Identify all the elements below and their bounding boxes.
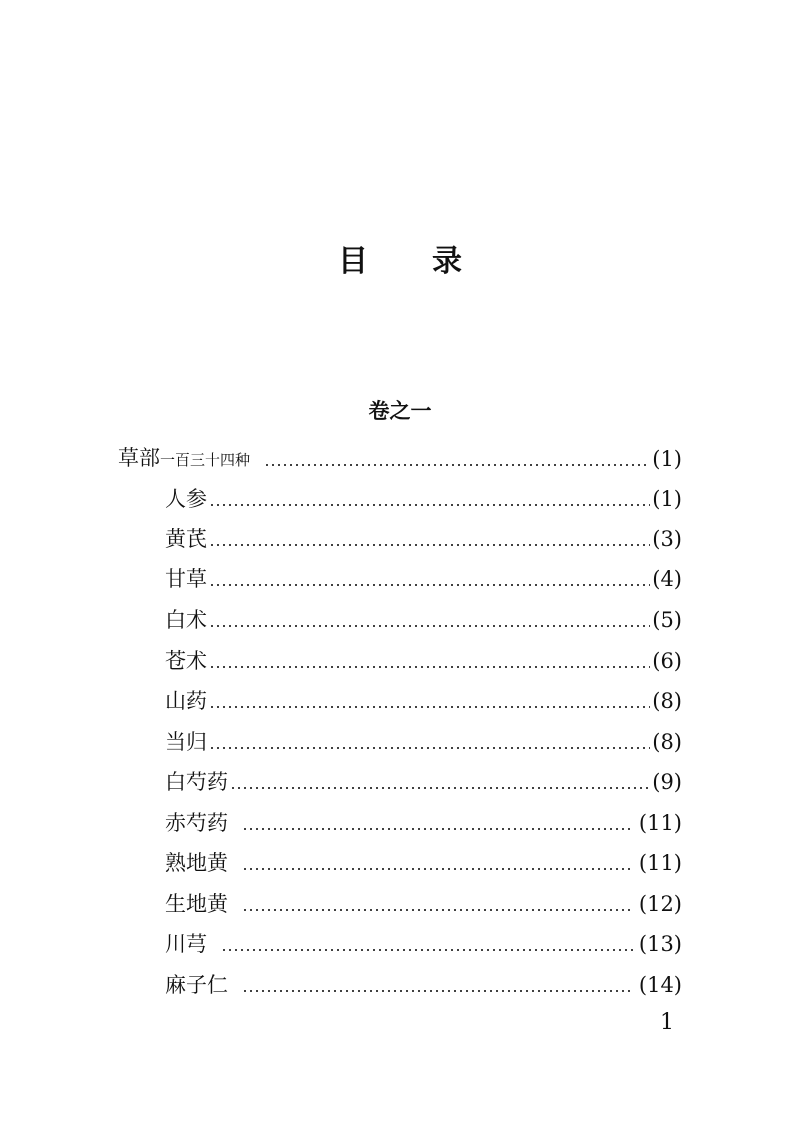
toc-page-ref: (1)	[652, 487, 682, 511]
toc-entry-label: 人参	[165, 487, 207, 511]
toc-entry[interactable]	[165, 686, 682, 716]
dot-leader	[221, 929, 633, 959]
dot-leader	[242, 848, 633, 878]
toc-section-row[interactable]	[118, 444, 682, 474]
toc-entry[interactable]	[165, 564, 682, 594]
toc-entry-label: 当归	[165, 730, 207, 754]
title-char-1: 目	[338, 244, 368, 279]
toc-entry-label: 山药	[165, 689, 207, 713]
toc-entry[interactable]	[165, 848, 682, 878]
toc-entry-label: 生地黄	[165, 892, 228, 916]
toc-entry-label: 麻子仁	[165, 973, 228, 997]
toc-entry-label: 黄芪	[165, 527, 207, 551]
toc-entry[interactable]	[165, 889, 682, 919]
toc-entry[interactable]	[165, 605, 682, 635]
toc-page-ref: (3)	[652, 527, 682, 551]
toc-entry-label: 苍术	[165, 649, 207, 673]
volume-title: 卷之一	[368, 399, 432, 423]
toc-entry[interactable]	[165, 970, 682, 1000]
toc-entry-label: 甘草	[165, 567, 207, 591]
dot-leader	[209, 564, 650, 594]
dot-leader	[230, 767, 650, 797]
toc-entry-label: 白术	[165, 608, 207, 632]
dot-leader	[264, 444, 646, 474]
dot-leader	[209, 727, 650, 757]
toc-page-ref: (14)	[638, 973, 682, 997]
toc-entry[interactable]	[165, 646, 682, 676]
toc-entry[interactable]	[165, 929, 682, 959]
toc-page-ref: (5)	[652, 608, 682, 632]
toc-entry[interactable]	[165, 808, 682, 838]
title-char-2: 录	[432, 244, 462, 279]
dot-leader	[242, 889, 633, 919]
toc-entry[interactable]	[165, 727, 682, 757]
toc-entry[interactable]	[165, 767, 682, 797]
dot-leader	[209, 646, 650, 676]
toc-entry-label: 赤芍药	[165, 811, 228, 835]
section-count-note: 一百三十四种	[160, 451, 251, 469]
dot-leader	[209, 605, 650, 635]
toc-page-ref: (8)	[652, 689, 682, 713]
dot-leader	[209, 484, 650, 514]
toc-page-ref: (13)	[638, 932, 682, 956]
toc-section-label	[118, 443, 250, 475]
toc-page-ref: (11)	[638, 851, 682, 875]
section-name: 草部	[118, 446, 160, 470]
toc-page-ref: (1)	[652, 447, 682, 471]
toc-entry[interactable]	[165, 524, 682, 554]
toc-entry-label: 川芎	[165, 932, 207, 956]
toc-page-ref: (11)	[638, 811, 682, 835]
toc-entry-label: 熟地黄	[165, 851, 228, 875]
toc-page-ref: (9)	[652, 770, 682, 794]
toc-entry[interactable]	[165, 484, 682, 514]
dot-leader	[242, 808, 633, 838]
page-number: 1	[660, 1010, 674, 1035]
dot-leader	[209, 686, 650, 716]
toc-page-ref: (4)	[652, 567, 682, 591]
toc-page-ref: (8)	[652, 730, 682, 754]
toc-entry-label: 白芍药	[165, 770, 228, 794]
dot-leader	[242, 970, 633, 1000]
dot-leader	[209, 524, 650, 554]
toc-page-ref: (6)	[652, 649, 682, 673]
toc-page-ref: (12)	[638, 892, 682, 916]
